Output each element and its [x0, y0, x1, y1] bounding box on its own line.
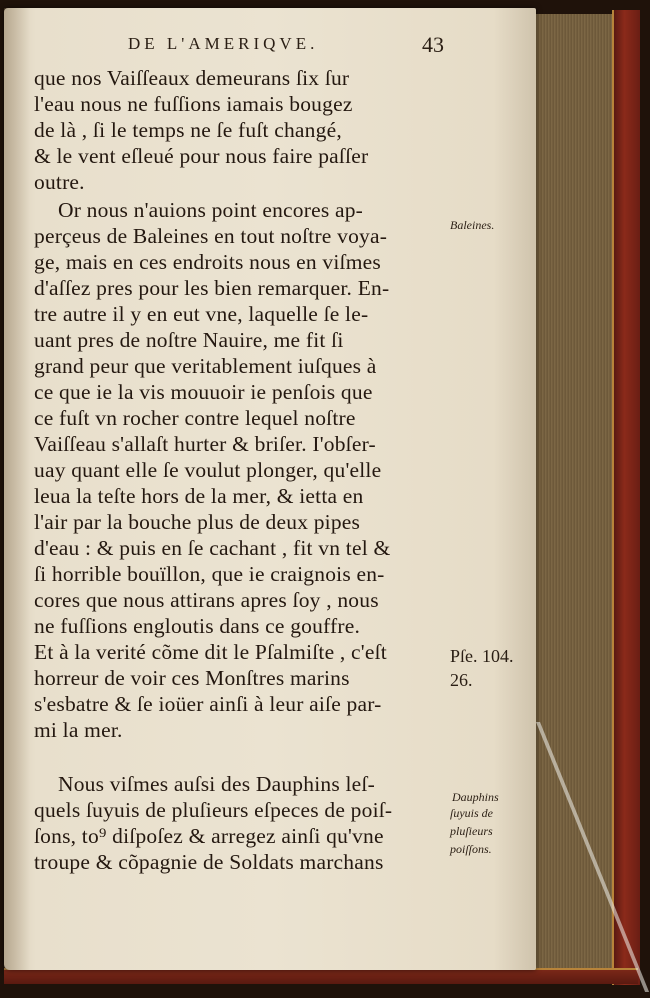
text-line: leua la teſte hors de la mer, & ietta en — [34, 484, 364, 508]
page-number: 43 — [422, 32, 444, 57]
margin-note-dauphins-4: poiſſons. — [450, 842, 492, 856]
margin-note-dauphins-1: Dauphins — [452, 790, 499, 804]
text-line: l'eau nous ne fuſſions iamais bougez — [34, 92, 353, 116]
text-line: horreur de voir ces Monſtres marins — [34, 666, 350, 690]
margin-note-psalm-verse: 26. — [450, 670, 473, 690]
text-line: grand peur que veritablement iuſques à — [34, 354, 377, 378]
text-line: d'aſſez pres pour les bien remarquer. En- — [34, 276, 390, 300]
text-line: Nous viſmes auſsi des Dauphins leſ- — [58, 772, 375, 796]
text-line: ſi horrible bouïllon, que ie craignois en- — [34, 562, 385, 586]
margin-note-dauphins-3: pluſieurs — [450, 824, 493, 838]
text-line: s'esbatre & ſe ioüer ainſi à leur aiſe par- — [34, 692, 382, 716]
text-line: outre. — [34, 170, 85, 194]
text-line: ſons, to⁹ diſpoſez & arregez ainſi qu'vne — [34, 824, 384, 848]
running-title: DE L'AMERIQVE. — [128, 34, 319, 53]
text-line: ge, mais en ces endroits nous en viſmes — [34, 250, 381, 274]
text-line: d'eau : & puis en ſe cachant , fit vn tel & — [34, 536, 391, 560]
text-line: ce fuſt vn rocher contre lequel noſtre — [34, 406, 356, 430]
text-line: & le vent eſleué pour nous faire paſſer — [34, 144, 369, 168]
text-line: quels ſuyuis de pluſieurs eſpeces de poiſ- — [34, 798, 393, 822]
text-line: ce que ie la vis mouuoir ie penſois que — [34, 380, 373, 404]
text-line: mi la mer. — [34, 718, 123, 742]
text-line: Et à la verité cõme dit le Pſalmiſte , c'eſt — [34, 640, 387, 664]
text-line: uay quant elle ſe voulut plonger, qu'elle — [34, 458, 382, 482]
text-line: que nos Vaiſſeaux demeurans ſix ſur — [34, 66, 350, 90]
margin-note-dauphins-2: ſuyuis de — [450, 806, 493, 820]
text-line: tre autre il y en eut vne, laquelle ſe le- — [34, 302, 369, 326]
text-line: uant pres de noſtre Nauire, me fit ſi — [34, 328, 344, 352]
gutter-shadow — [4, 8, 30, 970]
margin-note-psalm-ref: Pſe. 104. — [450, 646, 514, 666]
text-line: Vaiſſeau s'allaſt hurter & briſer. I'obſer- — [34, 432, 376, 456]
text-line: perçeus de Baleines en tout noſtre voya- — [34, 224, 388, 248]
text-line: de là , ſi le temps ne ſe fuſt changé, — [34, 118, 342, 142]
text-line: troupe & cõpagnie de Soldats marchans — [34, 850, 384, 874]
text-line: Or nous n'auions point encores ap- — [58, 198, 364, 222]
margin-note-baleines: Baleines. — [450, 218, 495, 232]
book-cover-bottom — [4, 968, 638, 984]
text-line: ne fuſſions engloutis dans ce gouffre. — [34, 614, 361, 638]
text-line: cores que nous attirans apres ſoy , nous — [34, 588, 379, 612]
text-line: l'air par la bouche plus de deux pipes — [34, 510, 361, 534]
